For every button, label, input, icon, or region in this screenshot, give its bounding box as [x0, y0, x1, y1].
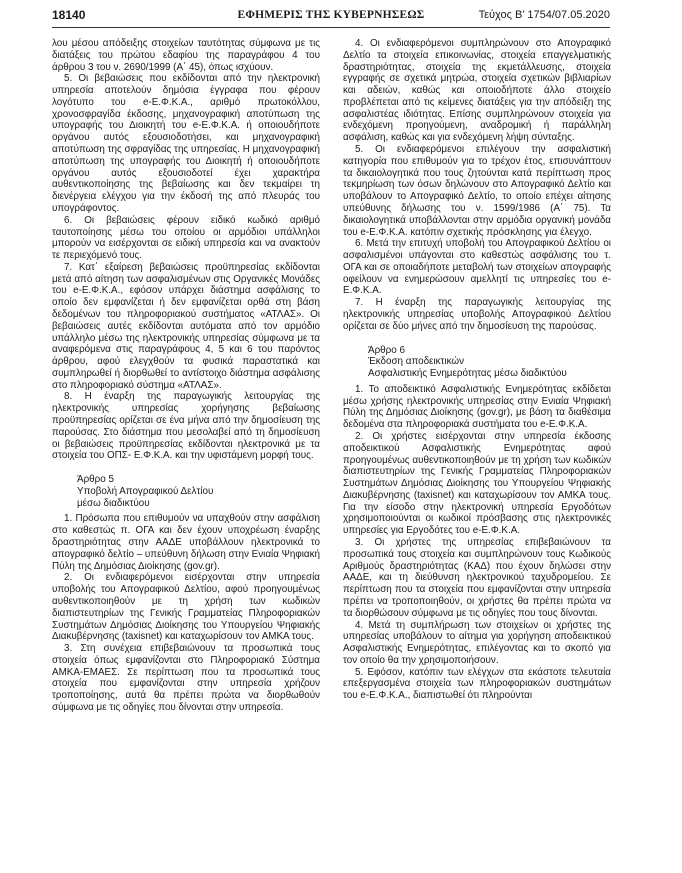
paragraph: 6. Μετά την επιτυχή υποβολή του Απογραφικού Δελτίου οι ασφαλισμένοι υπάγονται στο καθεστώς ασφάλισης του τ. ΟΓΑ και σε οποιαδήποτε μεταβολή των στοιχείων απογραφής οφείλουν να ενημερώσουν αμελλητί τις υπηρεσίες του e-Ε.Φ.Κ.Α. — [343, 238, 611, 297]
paragraph: 1. Πρόσωπα που επιθυμούν να υπαχθούν στην ασφάλιση στο καθεστώς π. ΟΓΑ και δεν έχουν υποχρέωση έναρξης δραστηριότητας στην ΑΑΔΕ υποβάλλουν ηλεκτρονικά το απογραφικό δελτίο – υπεύθυνη δήλωση στην Ενιαία Ψηφιακή Πύλη της Δημόσιας Διοίκησης (gov.gr). — [52, 513, 320, 572]
article-heading — [52, 474, 320, 509]
paragraph: 3. Οι χρήστες της υπηρεσίας επιβεβαιώνουν τα προσωπικά τους στοιχεία και συμπληρώνουν τους Κωδικούς Αριθμούς δραστηριότητας (ΚΑΔ) που έχουν δηλώσει στην ΑΑΔΕ, και τη διεύθυνση ηλεκτρονικού ταχυδρομείου. Σε περίπτωση που τα στοιχεία που εμφανίζονται στην υπηρεσία πρέπει να τροποποιηθούν, οι χρήστες θα πρέπει πρώτα να τα διορθώσουν σύμφωνα με τις οδηγίες που τους δίνονται. — [343, 537, 611, 619]
header-rule — [52, 27, 610, 28]
article-title: Υποβολή Απογραφικού Δελτίου — [77, 485, 214, 497]
paragraph: 5. Οι βεβαιώσεις που εκδίδονται από την ηλεκτρονική υπηρεσία αποτελούν δημόσια έγγραφα που φέρουν λογότυπο του e-Ε.Φ.Κ.Α., αριθμό πρωτοκόλλου, χρονοσφραγίδα έκδοσης, μηχανογραφική αποτύπωση της υπογραφής του Διοικητή του e-Ε.Φ.Κ.Α. ή οποιουδήποτε οργάνου αυτός εξουσιοδοτήσει, και μηχανογραφική αποτύπωση της σφραγίδας της υπηρεσίας. Η μηχανογραφική αποτύπωση της υπογραφής του Διοικητή ή οποιουδήποτε οργάνου αυτός εξουσιοδοτεί έχει χαρακτήρα αυθεντικοποίησης της βεβαίωσης και δεν τεκμαίρει τη διενέργεια ελέγχου για την έκδοσή της από πλευράς του υπογράφοντος. — [52, 73, 320, 214]
article-heading — [343, 345, 611, 380]
paragraph: 5. Εφόσον, κατόπιν των ελέγχων στα εκάστοτε τελευταία επεξεργασμένα στοιχεία των πληροφοριακών συστημάτων του e-Ε.Φ.Κ.Α., διαπιστωθεί ότι πληρούνται — [343, 666, 611, 702]
article-number: Άρθρο 5 — [77, 474, 114, 486]
page-number: 18140 — [52, 8, 86, 22]
paragraph: 2. Οι χρήστες εισέρχονται στην υπηρεσία έκδοσης αποδεικτικού Ασφαλιστικής Ενημερότητας αφού προηγουμένως αυθεντικοποιηθούν με τη χρήση των κωδικών διαπιστευτηρίων της Γενικής Γραμματείας Πληροφοριακών Συστημάτων Δημόσιας Διοίκησης του Υπουργείου Ψηφιακής Διακυβέρνησης (taxisnet) και καταχωρίσουν τον ΑΜΚΑ τους. Για την είσοδο στην ηλεκτρονική υπηρεσία Εργοδότων χρησιμοποιούνται οι κωδικοί πρόσβασης στις ηλεκτρονικές υπηρεσίες για Εργοδότες του e-Ε.Φ.Κ.Α. — [343, 431, 611, 537]
paragraph: 8. Η έναρξη της παραγωγικής λειτουργίας της ηλεκτρονικής υπηρεσίας χορήγησης βεβαίωσης προϋπηρεσίας ορίζεται σε ένα μήνα από την δημοσίευση της παρούσας. Στο διάστημα που μεσολαβεί από τη δημοσίευση οι βεβαιώσεις προϋπηρεσίας εκδίδονται ηλεκτρονικά με τα στοιχεία του ΟΠΣ- Ε.Φ.Κ.Α. και την υφιστάμενη μορφή τους. — [52, 391, 320, 462]
paragraph: 5. Οι ενδιαφερόμενοι επιλέγουν την ασφαλιστική κατηγορία που επιθυμούν για το τρέχον έτος, επισυνάπτουν τα δικαιολογητικά που τους ζητούνται κατά περίπτωση προς τεκμηρίωση των όσων δηλώνουν στο Απογραφικό Δελτίο και υποβάλουν το Απογραφικό Δελτίο, το οποίο επέχει αίτησης υπεύθυνης δήλωσης του ν. 1599/1986 (Α΄ 75). Τα δικαιολογητικά υποβάλλονται στην αρμόδια οργανική μονάδα του e-Ε.Φ.Κ.Α. κατόπιν σχετικής πρόσκλησης για έλεγχο. — [343, 144, 611, 238]
paragraph: 6. Οι βεβαιώσεις φέρουν ειδικό κωδικό αριθμό ταυτοποίησης μέσω του οποίου οι αρμόδιοι υπάλληλοι μπορούν να εισέρχονται σε ειδική υπηρεσία και να ανακτούν τε περιεχόμενό τους. — [52, 214, 320, 262]
right-column — [343, 38, 611, 702]
paragraph: 1. Το αποδεικτικό Ασφαλιστικής Ενημερότητας εκδίδεται μέσω χρήσης ηλεκτρονικής υπηρεσίας στην Ενιαία Ψηφιακή Πύλη της Δημόσιας Διοίκησης (gov.gr), με βάση τα διαθέσιμα δεδομένα στα πληροφοριακά συστήματα του e-Ε.Φ.Κ.Α. — [343, 383, 611, 431]
paragraph: 7. Κατ΄ εξαίρεση βεβαιώσεις προϋπηρεσίας εκδίδονται μετά από αίτηση των ασφαλισμένων στις Οργανικές Μονάδες του e-Ε.Φ.Κ.Α., εφόσον υπάρχει διάστημα ασφάλισης το οποίο δεν εμφανίζεται ή δεν εμφανίζεται ορθά στη βάση δεδομένων του πληροφοριακού συστήματος «ΑΤΛΑΣ». Οι βεβαιώσεις αυτές εκδίδονται αυτόματα από τον αρμόδιο υπάλληλο μέσω της ηλεκτρονικής υπηρεσίας σύμφωνα με τα αναφερόμενα στις παραγράφους 4, 5 και 6 του παρόντος άρθρου, αφού ελεγχθούν τα φυσικά παραστατικά και συμπληρωθεί ή διορθωθεί το αντίστοιχο διάστημα ασφάλισης στο πληροφοριακό σύστημα «ΑΤΛΑΣ». — [52, 261, 320, 391]
paragraph: 4. Οι ενδιαφερόμενοι συμπληρώνουν στο Απογραφικό Δελτίο τα στοιχεία επικοινωνίας, στοιχεία επαγγελματικής δραστηριότητας, στοιχεία της εκμετάλλευσης, στοιχεία εγγραφής σε σχετικά μητρώα, στοιχεία σχετικών βιβλιαρίων και αδειών, καθώς και οποιοδήποτε άλλο στοιχείο προβλέπεται από τις κείμενες διατάξεις για την απόδειξη της ασφαλιστέας ιδιότητας. Επίσης συμπληρώνουν στοιχεία για ενδεχόμενη προηγούμενη, αναδρομική ή παράλληλη ασφάλιση, καθώς και για ενδεχόμενη λήψη σύνταξης. — [343, 38, 611, 144]
left-column — [52, 38, 320, 714]
article-title: Ασφαλιστικής Ενημερότητας μέσω διαδικτύου — [368, 368, 567, 380]
paragraph: 7. Η έναρξη της παραγωγικής λειτουργίας της ηλεκτρονικής υπηρεσίας υποβολής Απογραφικού Δελτίου ορίζεται σε δύο μήνες από την δημοσίευση της παρούσας. — [343, 297, 611, 332]
issue-info: Τεύχος Β’ 1754/07.05.2020 — [478, 9, 610, 21]
newspaper-title: ΕΦΗΜΕΡΙΣ ΤΗΣ ΚΥΒΕΡΝΗΣΕΩΣ — [237, 9, 425, 21]
article-title: Έκδοση αποδεικτικών — [368, 356, 465, 368]
article-title: μέσω διαδικτύου — [77, 497, 150, 509]
paragraph: λου μέσου απόδειξης στοιχείων ταυτότητας σύμφωνα με τις διατάξεις του πρώτου εδαφίου της παραγράφου 4 του άρθρου 3 του ν. 2690/1999 (Α΄ 45), όπως ισχύουν. — [52, 38, 320, 73]
paragraph: 4. Μετά τη συμπλήρωση των στοιχείων οι χρήστες της υπηρεσίας υποβάλουν το αίτημα για χορήγηση αποδεικτικού Ασφαλιστικής Ενημερότητας, επιλέγοντας και το σκοπό για τον οποίο θα την χρησιμοποιήσουν. — [343, 619, 611, 666]
paragraph: 2. Οι ενδιαφερόμενοι εισέρχονται στην υπηρεσία υποβολής του Απογραφικού Δελτίου, αφού προηγουμένως αυθεντικοποιηθούν με τη χρήση των κωδικών διαπιστευτηρίων της Γενικής Γραμματείας Πληροφοριακών Συστημάτων Δημόσιας Διοίκησης του Υπουργείου Ψηφιακής Διακυβέρνησης (taxisnet) και καταχωρίσουν τον ΑΜΚΑ τους. — [52, 572, 320, 643]
page-header — [52, 8, 610, 24]
article-number: Άρθρο 6 — [368, 344, 405, 356]
paragraph: 3. Στη συνέχεια επιβεβαιώνουν τα προσωπικά τους στοιχεία όπως εμφανίζονται στο Πληροφοριακό Σύστημα ΑΜΚΑ-ΕΜΑΕΣ. Σε περίπτωση που τα προσωπικά τους στοιχεία που εμφανίζονται στην υπηρεσία χρήζουν τροποποίησης, αυτά θα πρέπει πρώτα να διορθωθούν σύμφωνα με τις οδηγίες που δίνονται στην υπηρεσία. — [52, 643, 320, 713]
